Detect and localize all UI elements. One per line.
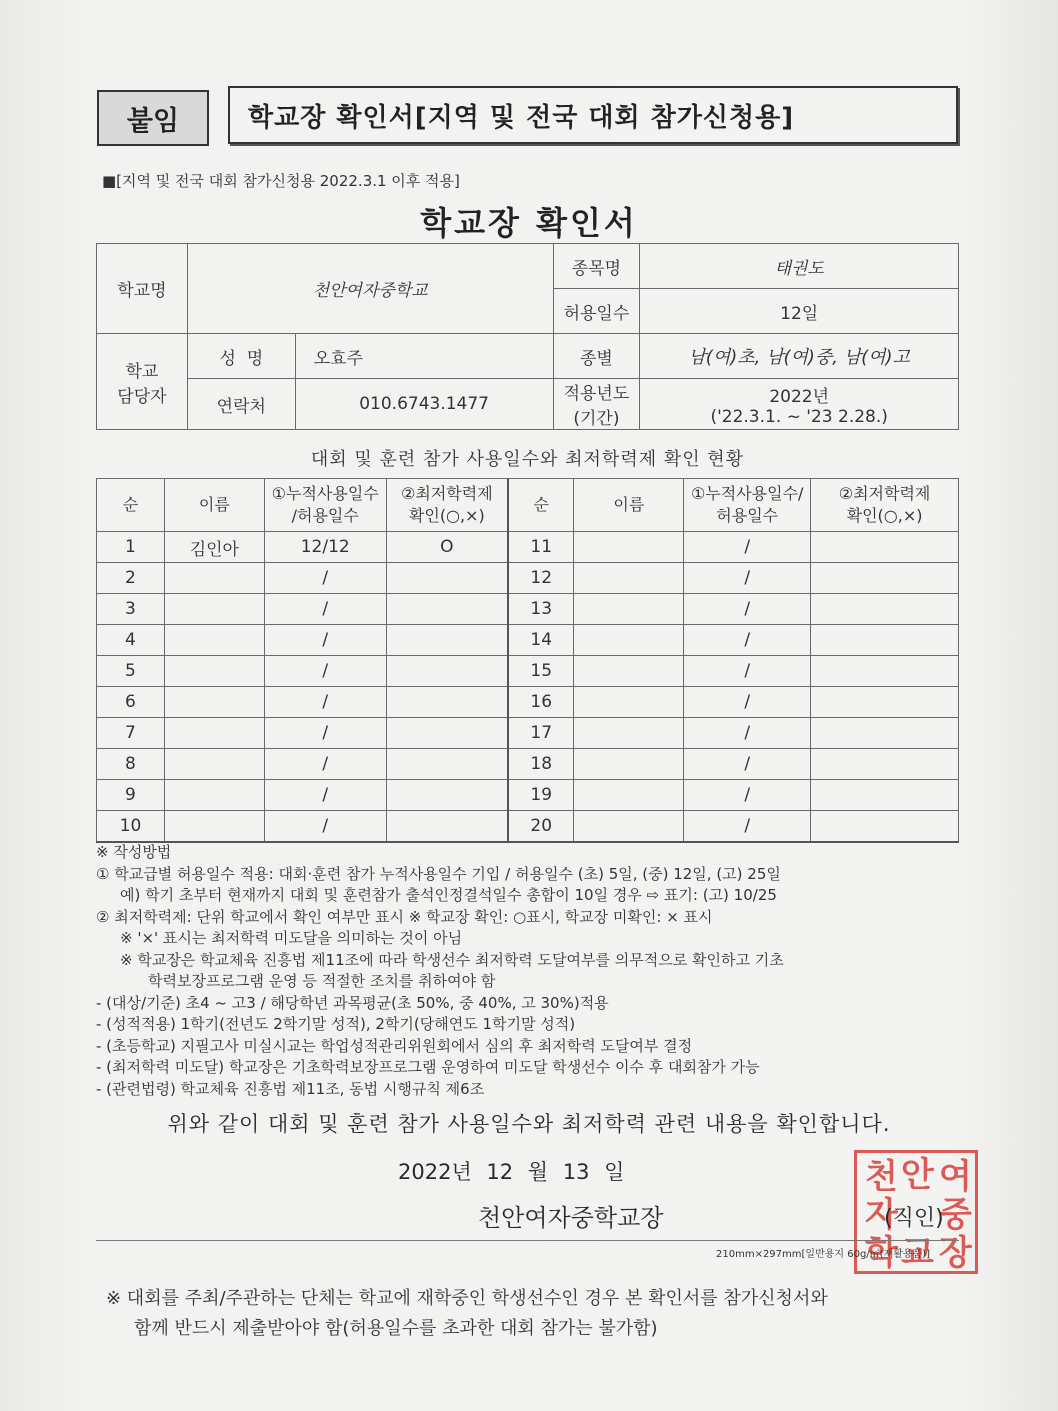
note-line: - (초등학교) 지필고사 미실시교는 학업성적관리위원회에서 심의 후 최저학력 도달여부 결정 (96, 1036, 693, 1055)
table-row (97, 656, 959, 687)
row-check (386, 594, 508, 625)
header-name-right: 이름 (574, 479, 684, 532)
row-days: / (264, 811, 386, 843)
header-check-line1: ②최저학력제 (401, 484, 493, 503)
row-name-right (574, 687, 684, 718)
note-line: - (최저학력 미도달) 학교장은 기초학력보장프로그램 운영하여 미도달 학생선수 이수 후 대회참가 가능 (96, 1058, 760, 1076)
table-row (97, 780, 959, 811)
school-name: 천안여자중학교 (187, 244, 553, 334)
header-days (264, 479, 386, 532)
row-number-right: 13 (508, 594, 574, 625)
row-number: 2 (97, 563, 165, 594)
contact-name: 오효주 (295, 334, 553, 379)
table-row (97, 563, 959, 594)
row-check (386, 625, 508, 656)
row-check (386, 780, 508, 811)
row-check: O (386, 532, 508, 563)
header-days-line1: ①누적사용일수 (271, 484, 379, 503)
row-name-right (574, 780, 684, 811)
row-name (164, 749, 264, 780)
school-label: 학교명 (97, 244, 188, 334)
note-line: 예) 학기 초부터 현재까지 대회 및 훈련참가 출석인정결석일수 총합이 10일 경우 ⇨ 표기: (고) 10/25 (120, 886, 777, 904)
name-label: 성 명 (187, 334, 295, 379)
category-value: 남(여)초, 남(여)중, 남(여)고 (640, 334, 959, 379)
row-number-right: 19 (508, 780, 574, 811)
row-check-right (811, 718, 959, 749)
row-days: / (264, 718, 386, 749)
row-number: 10 (97, 811, 165, 843)
note-line: - (관련법령) 학교체육 진흥법 제11조, 동법 시행규칙 제6조 (96, 1079, 485, 1098)
info-table (96, 243, 959, 430)
row-number: 6 (97, 687, 165, 718)
note-line: ※ 학교장은 학교체육 진흥법 제11조에 따라 학생선수 최저학력 도달여부를 의무적으로 확인하고 기초 (120, 950, 784, 969)
note-line: ※ '×' 표시는 최저학력 미도달을 의미하는 것이 아님 (120, 929, 463, 947)
table-row (97, 625, 959, 656)
page-title: 학교장 확인서 (420, 204, 638, 242)
row-name (164, 625, 264, 656)
seal-label: (직인) (884, 1206, 944, 1231)
note-line: 학력보장프로그램 운영 등 적절한 조치를 취하여야 함 (148, 972, 496, 990)
submission-footnote (106, 1284, 966, 1344)
header-check-right (811, 479, 959, 532)
row-name-right (574, 749, 684, 780)
allowed-days-label: 허용일수 (553, 289, 640, 334)
row-check (386, 749, 508, 780)
row-number: 9 (97, 780, 165, 811)
header-check (386, 479, 508, 532)
row-check (386, 718, 508, 749)
header-check-right-line2: 확인(○,×) (846, 506, 923, 525)
table-row (97, 594, 959, 625)
row-name (164, 687, 264, 718)
document-heading: 학교장 확인서[지역 및 전국 대회 참가신청용] (228, 86, 958, 144)
attachment-label: 붙임 (97, 90, 209, 146)
year-text: 2022년 (769, 386, 830, 407)
row-days-right: / (684, 718, 811, 749)
row-name (164, 656, 264, 687)
period-text: ('22.3.1. ~ '23 2.28.) (710, 406, 888, 427)
row-days: / (264, 749, 386, 780)
sport-value: 태권도 (640, 244, 959, 289)
divider (96, 1240, 959, 1241)
note-line: ※ 작성방법 (96, 843, 172, 861)
row-days: / (264, 780, 386, 811)
row-name (164, 811, 264, 843)
row-number: 8 (97, 749, 165, 780)
contact-person-label-line1: 학교 (125, 361, 159, 382)
usage-header-row (97, 479, 959, 532)
footnote-line2: 함께 반드시 제출받아야 함(허용일수를 초과한 대회 참가는 불가함) (134, 1318, 658, 1339)
row-days: / (264, 594, 386, 625)
usage-table (96, 478, 959, 843)
row-days-right: / (684, 749, 811, 780)
table-row (97, 532, 959, 563)
row-name (164, 594, 264, 625)
table-row (97, 749, 959, 780)
table-row (97, 687, 959, 718)
year-label-line2: (기간) (573, 409, 620, 429)
confirmation-statement: 위와 같이 대회 및 훈련 참가 사용일수와 최저학력 관련 내용을 확인합니다. (167, 1112, 891, 1136)
row-days-right: / (684, 563, 811, 594)
header-name: 이름 (164, 479, 264, 532)
row-number-right: 14 (508, 625, 574, 656)
row-number-right: 20 (508, 811, 574, 843)
principal-title: 천안여자중학교장 (478, 1204, 664, 1232)
note-line: ② 최저학력제: 단위 학교에서 확인 여부만 표시 ※ 학교장 확인: ○표시, 학교장 미확인: × 표시 (96, 907, 713, 926)
official-seal-stamp: 천 안 여 자 중 학 교 장 (854, 1150, 978, 1274)
row-check-right (811, 780, 959, 811)
row-check (386, 687, 508, 718)
row-days-right: / (684, 780, 811, 811)
row-days-right: / (684, 687, 811, 718)
row-check-right (811, 656, 959, 687)
row-days: / (264, 656, 386, 687)
note-line: ① 학교급별 허용일수 적용: 대회·훈련 참가 누적사용일수 기입 / 허용일수 (초) 5일, (중) 12일, (고) 25일 (96, 864, 781, 883)
header-days-right-line2: 허용일수 (716, 506, 779, 525)
row-name: 김인아 (164, 532, 264, 563)
usage-section-title: 대회 및 훈련 참가 사용일수와 최저학력제 확인 현황 (310, 449, 745, 470)
contact-person-label-line2: 담당자 (117, 386, 167, 407)
header-days-line2: /허용일수 (291, 506, 359, 525)
phone-label: 연락처 (187, 379, 295, 430)
row-name-right (574, 563, 684, 594)
row-days-right: / (684, 625, 811, 656)
header-check-line2: 확인(○,×) (408, 506, 485, 525)
row-days-right: / (684, 811, 811, 843)
row-number-right: 12 (508, 563, 574, 594)
table-row (97, 718, 959, 749)
row-check (386, 563, 508, 594)
row-days: 12/12 (264, 532, 386, 563)
year-value (640, 379, 959, 430)
row-number-right: 18 (508, 749, 574, 780)
issue-date: 2022년 12 월 13 일 (398, 1160, 625, 1184)
row-number-right: 15 (508, 656, 574, 687)
row-number-right: 17 (508, 718, 574, 749)
header-days-right (684, 479, 811, 532)
row-check (386, 656, 508, 687)
row-days-right: / (684, 532, 811, 563)
row-number-right: 11 (508, 532, 574, 563)
row-check-right (811, 532, 959, 563)
row-name (164, 718, 264, 749)
note-line: - (성적적용) 1학기(전년도 2학기말 성적), 2학기(당해연도 1학기말 성적) (96, 1015, 576, 1033)
header-days-right-line1: ①누적사용일수/ (690, 484, 804, 503)
year-label (553, 379, 640, 430)
header-check-right-line1: ②최저학력제 (838, 484, 931, 503)
row-check-right (811, 625, 959, 656)
row-number-right: 16 (508, 687, 574, 718)
table-row (97, 811, 959, 843)
row-name (164, 563, 264, 594)
applicability-note: ■[지역 및 전국 대회 참가신청용 2022.3.1 이후 적용] (102, 172, 460, 190)
row-number: 1 (97, 532, 165, 563)
phone-value: 010.6743.1477 (295, 379, 553, 430)
row-days-right: / (684, 656, 811, 687)
contact-person-label (97, 334, 188, 430)
row-number: 4 (97, 625, 165, 656)
header-no: 순 (97, 479, 165, 532)
allowed-days-value: 12일 (640, 289, 959, 334)
row-name-right (574, 532, 684, 563)
paper-spec: 210mm×297mm[일반용지 60g/㎡(재활용품)] (716, 1249, 931, 1260)
year-label-line1: 적용년도 (563, 384, 630, 404)
header-no-right: 순 (508, 479, 574, 532)
row-name-right (574, 594, 684, 625)
row-days-right: / (684, 594, 811, 625)
row-check-right (811, 687, 959, 718)
footnote-line1: ※ 대회를 주최/주관하는 단체는 학교에 재학중인 학생선수인 경우 본 확인서를 참가신청서와 (106, 1288, 828, 1309)
row-number: 3 (97, 594, 165, 625)
row-name (164, 780, 264, 811)
row-name-right (574, 811, 684, 843)
category-label: 종별 (553, 334, 640, 379)
row-name-right (574, 656, 684, 687)
row-check-right (811, 563, 959, 594)
note-line: - (대상/기준) 초4 ~ 고3 / 해당학년 과목평균(초 50%, 중 40%, 고 30%)적용 (96, 993, 609, 1012)
writing-instructions (96, 842, 976, 1100)
row-number: 5 (97, 656, 165, 687)
row-number: 7 (97, 718, 165, 749)
row-days: / (264, 625, 386, 656)
row-check-right (811, 811, 959, 843)
row-check (386, 811, 508, 843)
row-check-right (811, 594, 959, 625)
row-days: / (264, 563, 386, 594)
row-name-right (574, 718, 684, 749)
row-check-right (811, 749, 959, 780)
row-name-right (574, 625, 684, 656)
row-days: / (264, 687, 386, 718)
sport-label: 종목명 (553, 244, 640, 289)
